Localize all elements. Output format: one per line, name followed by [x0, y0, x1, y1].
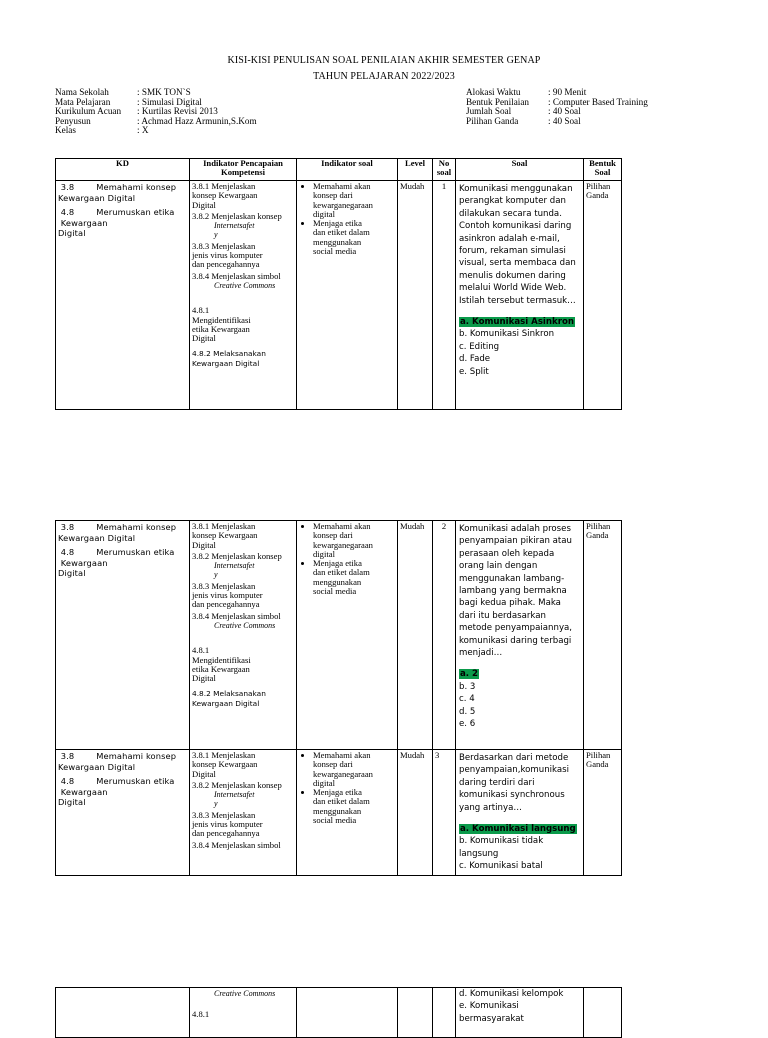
info-value: : X — [137, 125, 149, 136]
answer-key: a. Komunikasi langsung — [460, 824, 576, 835]
soal-cell — [456, 750, 584, 876]
info-label: Mata Pelajaran — [55, 96, 111, 107]
indikator-kompetensi-cell: 3.8.1 Menjelaskan konsep Kewargaan Digital 3.8.2 Menjelaskan konsep Internetsafet y 3.8.3 Menjelaskan jenis virus komputer dan pencegahannya 3.8.4 Menjelaskan simbol — [190, 750, 297, 876]
header-indikator-kompetensi: Indikator Pencapaian Kompetensi — [190, 159, 297, 181]
level-cell — [398, 988, 433, 1038]
bentuk-soal-cell: Pilihan Ganda — [584, 521, 622, 750]
kd-cell: 3.8 Memahami konsep Kewargaan Digital 4.8 Merumuskan etika Kewargaan Digital — [56, 750, 190, 876]
no-soal-cell: 2 — [433, 521, 456, 750]
header-level: Level — [398, 159, 433, 181]
table-header-row — [56, 159, 622, 181]
info-right — [466, 88, 648, 126]
header-indikator-soal: Indikator soal — [297, 159, 398, 181]
kisi-table-2 — [55, 520, 622, 876]
info-value: : 40 Soal — [548, 106, 581, 117]
document-subtitle: TAHUN PELAJARAN 2022/2023 — [313, 71, 455, 82]
option: c. 4 — [459, 694, 475, 705]
kd-cell: 3.8 Memahami konsep Kewargaan Digital 4.8 Merumuskan etika Kewargaan Digital — [56, 181, 190, 410]
info-value: : Kurtilas Revisi 2013 — [137, 106, 218, 117]
info-label: Kelas — [55, 125, 76, 136]
kd-cell — [56, 988, 190, 1038]
info-value: : 40 Soal — [548, 115, 581, 126]
document-title: KISI-KISI PENULISAN SOAL PENILAIAN AKHIR SEMESTER GENAP — [227, 55, 541, 66]
indikator-soal-cell — [297, 988, 398, 1038]
indikator-kompetensi-cell: 3.8.1 Menjelaskan konsep Kewargaan Digital 3.8.2 Menjelaskan konsep Internetsafet y 3.8.3 Menjelaskan jenis virus komputer dan pencegahannya 3.8.4 Menjelaskan simbol Creative Commons 4.8.1 Mengidentifikasi etika Kewargaan Digital 4.8.2 Melaksanakan Kewargaan Digital — [190, 521, 297, 750]
bentuk-soal-cell: Pilihan Ganda — [584, 750, 622, 876]
bentuk-soal-cell: Pilihan Ganda — [584, 181, 622, 410]
table-row — [56, 988, 622, 1038]
kisi-table-3 — [55, 987, 622, 1038]
indikator-kompetensi-cell: 3.8.1 Menjelaskan konsep Kewargaan Digital 3.8.2 Menjelaskan konsep Internetsafet y 3.8.3 Menjelaskan jenis virus komputer dan pencegahannya 3.8.4 Menjelaskan simbol Creative Commons 4.8.1 Mengidentifikasi etika Kewargaan Digital 4.8.2 Melaksanakan Kewargaan Digital — [190, 181, 297, 410]
info-value: : Computer Based Training — [548, 96, 648, 107]
option: b. Komunikasi Sinkron — [459, 329, 555, 340]
no-soal-cell — [433, 988, 456, 1038]
indikator-kompetensi-cell: Creative Commons 4.8.1 — [190, 988, 297, 1038]
question-text: Berdasarkan dari metode penyampaian,komunikasi daring terdiri dari komunikasi synchronous yang artinya… — [459, 753, 570, 813]
info-label: Alokasi Waktu — [466, 87, 521, 97]
kd-cell: 3.8 Memahami konsep Kewargaan Digital 4.8 Merumuskan etika Kewargaan Digital — [56, 521, 190, 750]
header-bentuk-soal: Bentuk Soal — [584, 159, 622, 181]
option: d. 5 — [459, 706, 476, 717]
option: b. Komunikasi tidak langsung — [459, 836, 544, 859]
header-soal: Soal — [456, 159, 584, 181]
info-label: Penyusun — [55, 115, 91, 126]
kisi-table-1 — [55, 158, 622, 410]
info-value: : SMK TON`S — [137, 87, 191, 97]
level-cell: Mudah — [398, 521, 433, 750]
table-row — [56, 750, 622, 876]
soal-cell — [456, 181, 584, 410]
level-cell: Mudah — [398, 750, 433, 876]
option: e. Split — [459, 366, 489, 377]
option: e. Komunikasi bermasyarakat — [459, 1001, 524, 1024]
info-value: : Simulasi Digital — [137, 96, 202, 107]
bentuk-soal-cell — [584, 988, 622, 1038]
option: c. Komunikasi batal — [459, 861, 543, 872]
info-label: Nama Sekolah — [55, 87, 109, 97]
question-text: Komunikasi menggunakan perangkat komputer dan dilakukan secara tunda. Contoh komunikasi daring asinkron adalah e-mail, forum, rekaman simulasi visual, serta membaca dan menulis dokumen daring melalui World Wide Web. Istilah tersebut termasuk… — [459, 184, 576, 306]
level-cell: Mudah — [398, 181, 433, 410]
option: c. Editing — [459, 341, 500, 352]
info-left — [55, 88, 257, 136]
info-label: Kurikulum Acuan — [55, 106, 122, 117]
soal-cell — [456, 988, 584, 1038]
no-soal-cell: 3 — [433, 750, 456, 876]
option: d. Komunikasi kelompok — [459, 989, 564, 999]
no-soal-cell: 1 — [433, 181, 456, 410]
info-value: : 90 Menit — [548, 87, 587, 97]
indikator-soal-cell: • Memahami akan konsep dari kewarganegaraan digital • Menjaga etika dan etiket dalam menggunakan social media — [297, 181, 398, 410]
header-kd: KD — [56, 159, 190, 181]
indikator-soal-cell: • Memahami akan konsep dari kewarganegaraan digital • Menjaga etika dan etiket dalam menggunakan social media — [297, 521, 398, 750]
answer-key: a. 2 — [460, 669, 479, 680]
info-value: : Achmad Hazz Armunin,S.Kom — [137, 115, 257, 126]
info-label: Bentuk Penilaian — [466, 96, 530, 107]
info-label: Pilihan Ganda — [466, 115, 519, 126]
soal-cell — [456, 521, 584, 750]
indikator-soal-cell: • Memahami akan konsep dari kewarganegaraan digital • Menjaga etika dan etiket dalam menggunakan social media — [297, 750, 398, 876]
header-no-soal: No soal — [433, 159, 456, 181]
option: e. 6 — [459, 719, 476, 730]
table-row — [56, 181, 622, 410]
option: d. Fade — [459, 354, 491, 365]
option: b. 3 — [459, 681, 476, 692]
question-text: Komunikasi adalah proses penyampaian pikiran atau perasaan oleh kepada orang lain dengan menggunakan lambang-lambang yang bermakna bagi kedua pihak. Maka dari itu berdasarkan metode penyampaiannya, komunikasi daring terbagi menjadi… — [459, 524, 573, 659]
info-label: Jumlah Soal — [466, 106, 512, 117]
answer-key: a. Komunikasi Asinkron — [460, 317, 574, 328]
table-row — [56, 521, 622, 750]
